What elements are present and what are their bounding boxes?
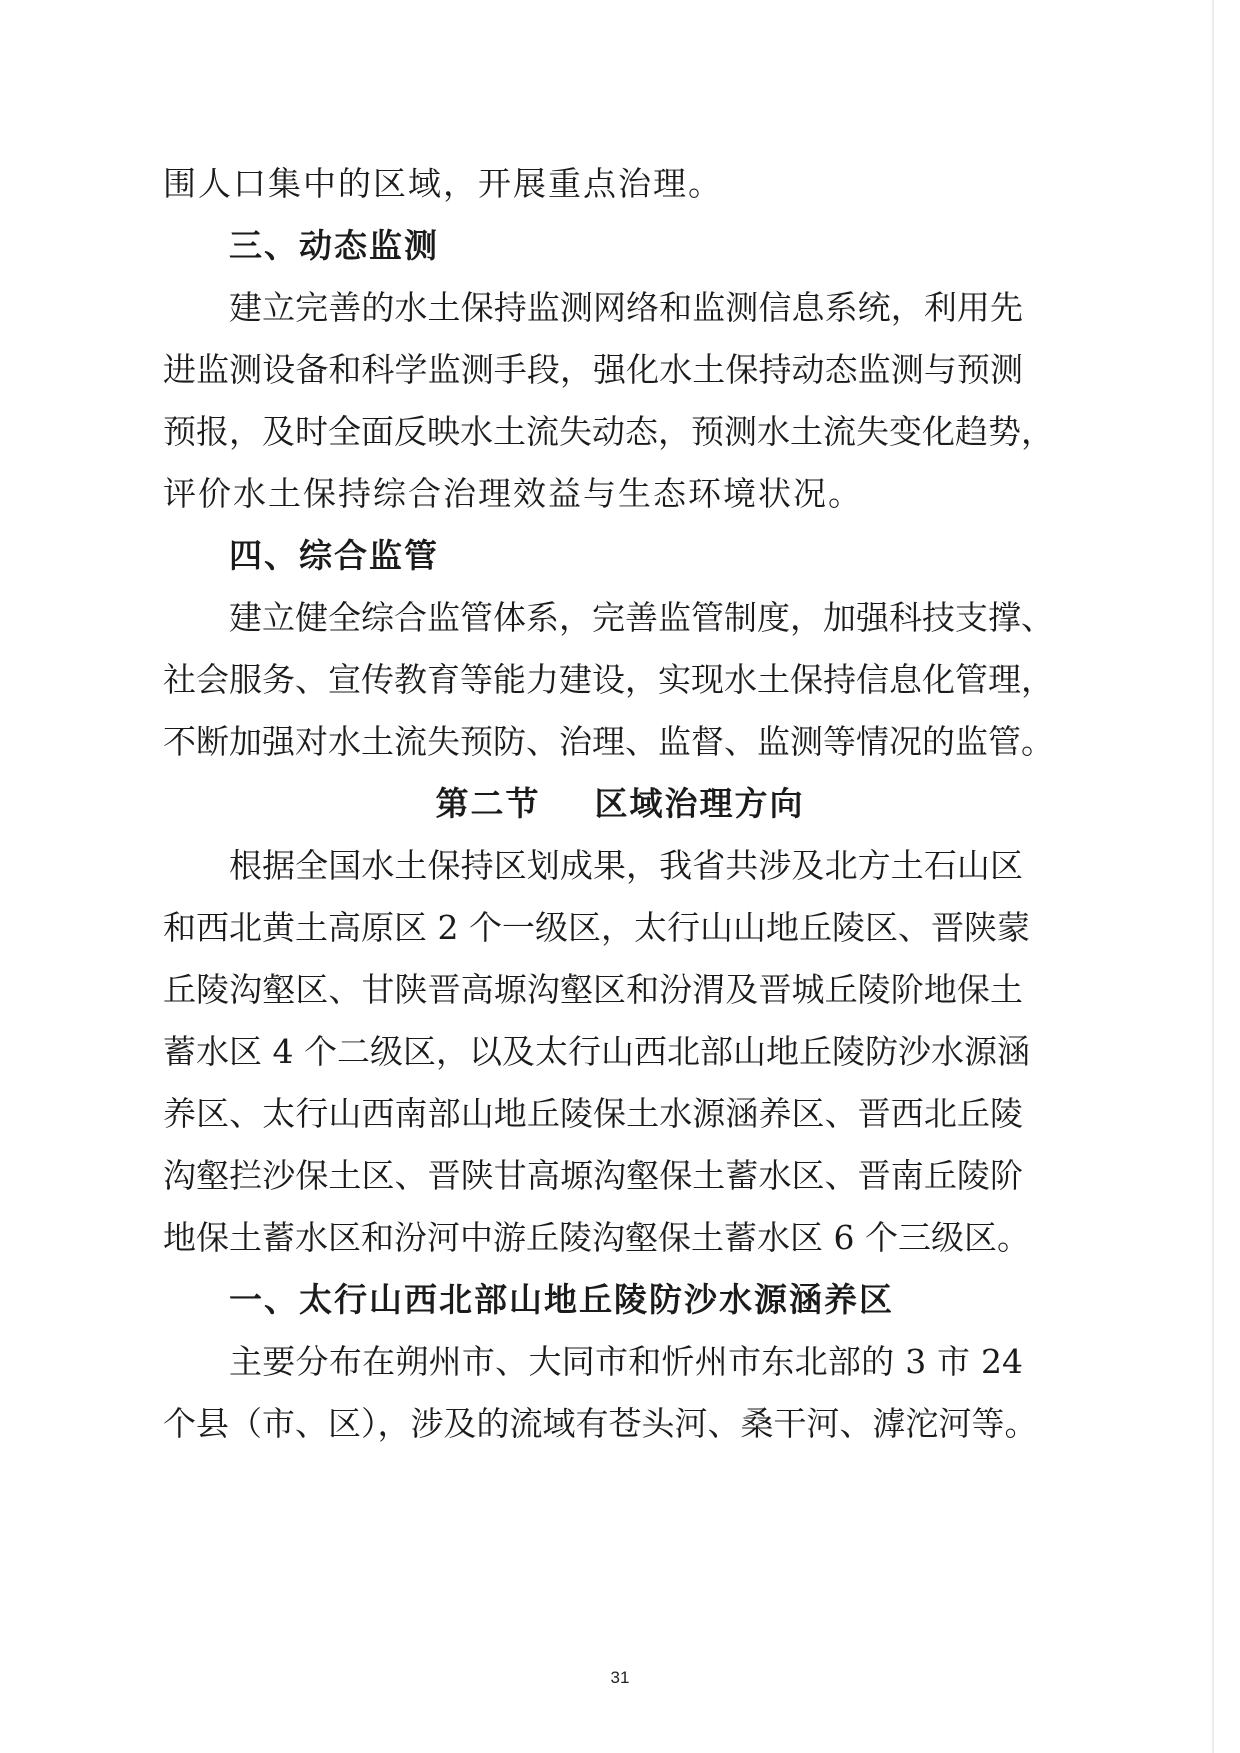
paragraph-line: 主要分布在朔州市、大同市和忻州市东北部的 3 市 24 (229, 1342, 1023, 1381)
paragraph-line: 评价水土保持综合治理效益与生态环境状况。 (163, 474, 863, 513)
paragraph-line: 蓄水区 4 个二级区，以及太行山西北部山地丘陵防沙水源涵 (163, 1032, 1030, 1071)
paragraph-line: 进监测设备和科学监测手段，强化水土保持动态监测与预测 (163, 350, 1023, 389)
paragraph-line: 丘陵沟壑区、甘陕晋高塬沟壑区和汾渭及晋城丘陵阶地保土 (163, 970, 1023, 1009)
page-number: 31 (610, 1668, 630, 1687)
paragraph-line: 养区、太行山西南部山地丘陵保土水源涵养区、晋西北丘陵 (163, 1094, 1023, 1133)
paragraph-line: 个县（市、区），涉及的流域有苍头河、桑干河、滹沱河等。 (163, 1404, 1038, 1443)
paragraph-line: 建立完善的水土保持监测网络和监测信息系统，利用先 (229, 288, 1023, 327)
paragraph-line: 沟壑拦沙保土区、晋陕甘高塬沟壑保土蓄水区、晋南丘陵阶 (163, 1156, 1023, 1195)
paragraph-line: 围人口集中的区域，开展重点治理。 (163, 164, 723, 203)
paragraph-line: 预报，及时全面反映水土流失动态，预测水土流失变化趋势， (163, 412, 1054, 451)
paragraph-line: 社会服务、宣传教育等能力建设，实现水土保持信息化管理， (163, 660, 1054, 699)
heading-dynamic-monitoring: 三、动态监测 (229, 226, 439, 265)
paragraph-line: 根据全国水土保持区划成果，我省共涉及北方土石山区 (229, 846, 1023, 885)
paragraph-line: 不断加强对水土流失预防、治理、监督、监测等情况的监管。 (163, 722, 1054, 761)
heading-comprehensive-supervision: 四、综合监管 (229, 536, 439, 575)
paragraph-line: 地保土蓄水区和汾河中游丘陵沟壑保土蓄水区 6 个三级区。 (163, 1218, 1030, 1257)
paragraph-line: 和西北黄土高原区 2 个一级区，太行山山地丘陵区、晋陕蒙 (163, 908, 1030, 947)
heading-region-one: 一、太行山西北部山地丘陵防沙水源涵养区 (229, 1280, 894, 1319)
paragraph-line: 建立健全综合监管体系，完善监管制度，加强科技支撑、 (229, 598, 1054, 637)
section-title: 第二节 区域治理方向 (435, 784, 805, 823)
scan-edge-line (1212, 0, 1214, 1753)
